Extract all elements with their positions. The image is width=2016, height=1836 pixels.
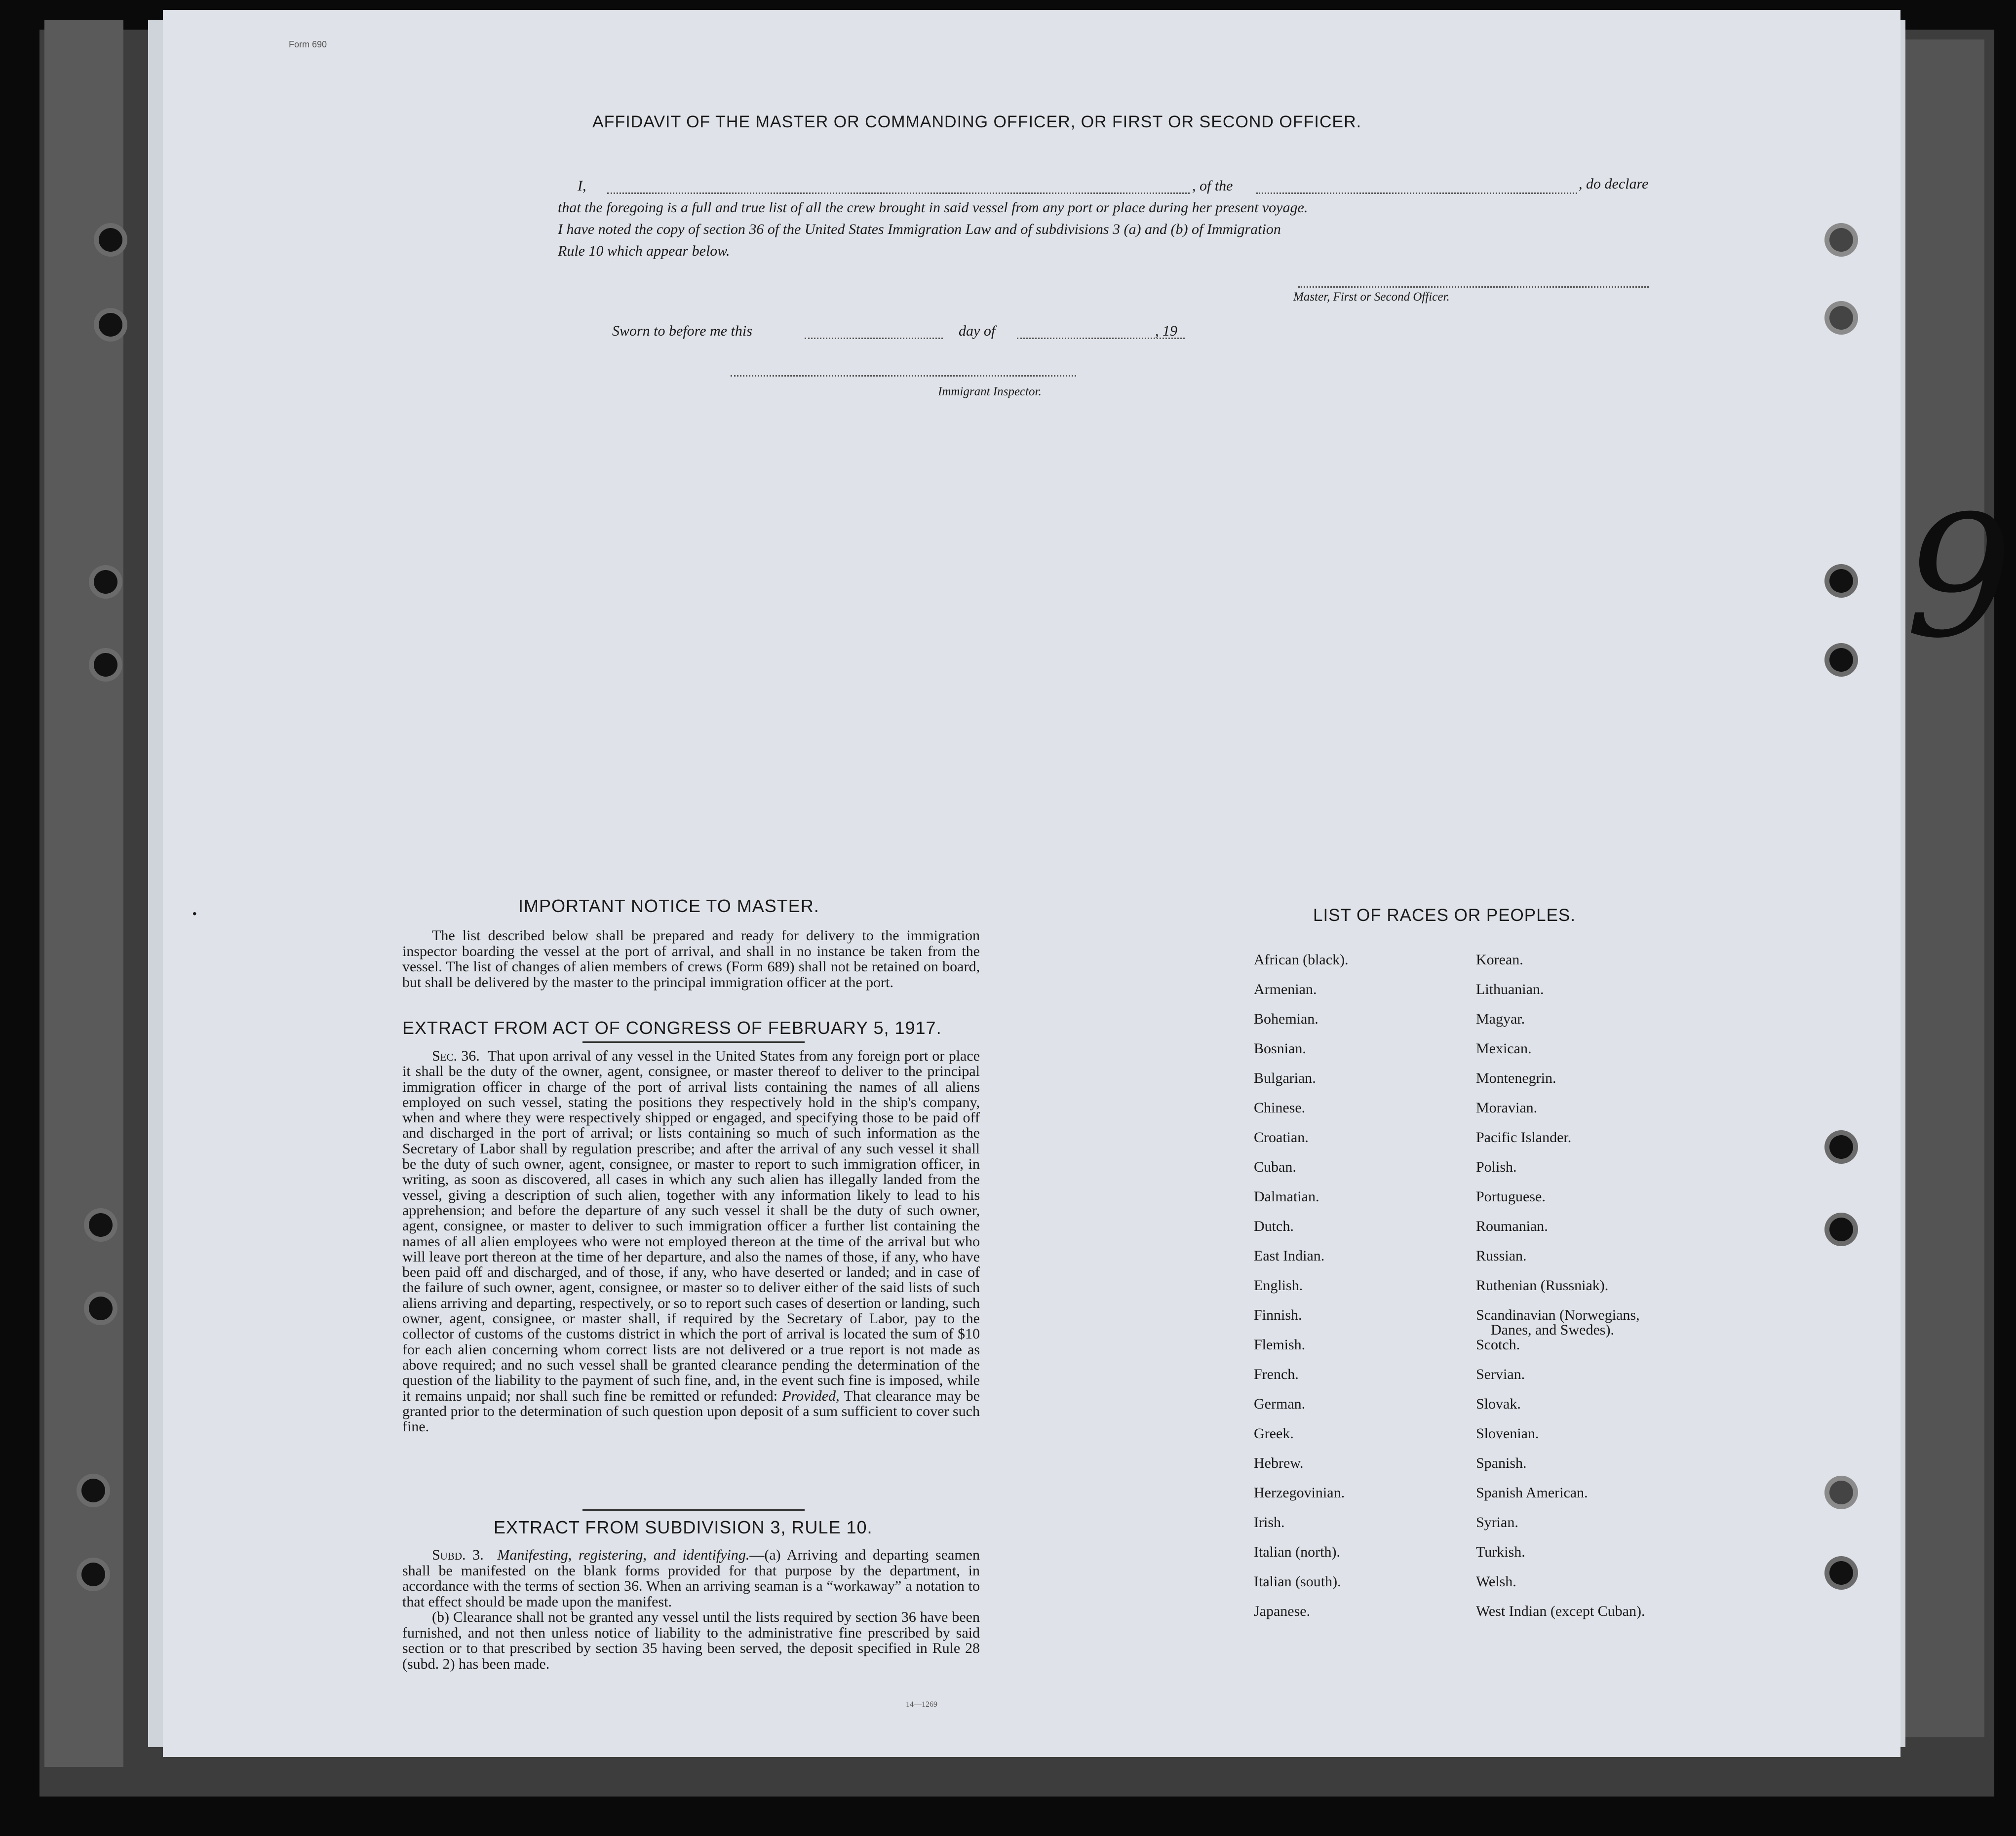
section-36-text: Sec. 36. That upon arrival of any vessel in the United States from any foreign port or place it shall be the duty of the owner, agent, consignee, or master thereof to deliver to the principal immigration officer in charge of the port of arrival lists containing the names of all aliens employed on such vessel, stating the positions they respectively hold in the ship's company, when and where they were respectively shipped or engaged, and specifying those to be paid off and discharged in the port of arrival; or lists containing so much of such information as the Secretary of Labor shall by regulation prescribe; and after the arrival of any such vessel it shall be the duty of such owner, agent, consignee, or master to report to such immigration officer, in writing, as soon as discovered, all cases in which any such alien has illegally landed from the vessel, giving a description of such alien, together with any information likely to lead to his apprehension; and before the departure of any such vessel it shall be the duty of such owner, agent, consignee, or master to deliver to such immigration officer a further list containing the names of all alien employees who were not employed thereon at the time of the arrival but who will leave port thereon at the time of her departure, and also the names of those, if any, who have been paid off and discharged, and of those, if any, who have deserted or landed; and in case of the failure of such owner, agent, consignee, or master so to deliver either of the said lists of such aliens arriving and departing, respectively, or so to report such cases of desertion or landing, such owner, agent, consignee, or master shall, if required by the Secretary of Labor, pay to the collector of customs of the customs district in which the port of arrival is located the sum of $10 for each alien concerning whom correct lists are not delivered or a true report is not made as above required; and no such vessel shall be granted clearance pending the determination of the question of the liability to the payment of such fine, and, in the event such fine is imposed, while it remains unpaid; nor shall such fine be remitted or refunded: Provided, That clearance may be granted prior to the determination of such question upon deposit of a sum sufficient to cover such fine. — [402, 1048, 980, 1435]
race-item: Italian (south). — [1254, 1573, 1341, 1590]
master-signature-label: Master, First or Second Officer. — [1293, 290, 1450, 304]
section-end-rule — [582, 1509, 805, 1511]
affidavit-heading: AFFIDAVIT OF THE MASTER OR COMMANDING OFFICER, OR FIRST OR SECOND OFFICER. — [592, 113, 1362, 131]
binder-hole — [99, 228, 122, 252]
inspector-signature-line — [731, 375, 1076, 377]
race-item: Mexican. — [1476, 1040, 1532, 1057]
binder-strip-right — [1905, 39, 1984, 1737]
race-item: Montenegrin. — [1476, 1070, 1556, 1086]
binder-hole — [94, 653, 117, 677]
name-blank — [607, 192, 1190, 194]
notice-text: The list described below shall be prepared and ready for delivery to the immigration inspector boarding the vessel at the port of arrival, and shall in no instance be taken from the vessel. The list of changes of alien members of crews (Form 689) shall not be retained on board, but shall be delivered by the master to the principal immigration officer at the port. — [402, 927, 980, 991]
rule-extract-heading: EXTRACT FROM SUBDIVISION 3, RULE 10. — [494, 1517, 873, 1537]
race-item: Japanese. — [1254, 1603, 1311, 1619]
race-item: Syrian. — [1476, 1514, 1518, 1530]
race-item: Bulgarian. — [1254, 1070, 1316, 1086]
race-item: Turkish. — [1476, 1544, 1525, 1560]
race-item: Bohemian. — [1254, 1011, 1318, 1027]
race-item: Irish. — [1254, 1514, 1285, 1530]
race-item: Greek. — [1254, 1425, 1294, 1442]
subdivision-3-text: Subd. 3. Manifesting, registering, and identifying.—(a) Arriving and departing seamen shall be manifested on the blank forms provided for that purpose by the department, in accordance with the terms of section 36. When an arriving seaman is a “workaway” a notation to that effect should be made upon the manifest. (b) Clearance shall not be granted any vessel until the lists required by section 36 have been furnished, and not then unless notice of liability to the administrative fine prescribed by said section or to that prescribed by section 35 having been served, the deposit specified in Rule 28 (subd. 2) has been made. — [402, 1547, 980, 1672]
binder-hole — [1829, 648, 1853, 672]
affidavit-i: I, — [578, 178, 586, 194]
race-item: Welsh. — [1476, 1573, 1516, 1590]
race-item: English. — [1254, 1277, 1303, 1294]
race-item: Moravian. — [1476, 1100, 1538, 1116]
binder-hole — [1829, 228, 1853, 252]
race-item: Armenian. — [1254, 981, 1317, 997]
binder-hole — [1829, 569, 1853, 593]
day-of-text: day of — [959, 323, 996, 339]
year-text: , 19 — [1155, 323, 1177, 339]
binder-hole — [99, 313, 122, 337]
race-item: African (black). — [1254, 952, 1349, 968]
race-item: Slovenian. — [1476, 1425, 1539, 1442]
race-item: Spanish American. — [1476, 1485, 1588, 1501]
races-heading: LIST OF RACES OR PEOPLES. — [1313, 906, 1576, 925]
binder-hole — [1829, 1218, 1853, 1241]
race-item: Flemish. — [1254, 1337, 1306, 1353]
binder-hole — [1829, 1561, 1853, 1585]
binder-hole — [1829, 1481, 1853, 1504]
race-item: Finnish. — [1254, 1307, 1302, 1323]
race-item: Herzegovinian. — [1254, 1485, 1345, 1501]
race-item: Scandinavian (Norwegians, — [1476, 1307, 1640, 1323]
print-code: 14—1269 — [906, 1700, 937, 1709]
race-item: Ruthenian (Russniak). — [1476, 1277, 1609, 1294]
sworn-text: Sworn to before me this — [612, 323, 752, 339]
affidavit-line-2: that the foregoing is a full and true list of all the crew brought in said vessel from any port or place during her present voyage. — [558, 199, 1308, 216]
race-item: Danes, and Swedes). — [1491, 1322, 1614, 1338]
binder-hole — [1829, 1135, 1853, 1159]
act-heading-rule — [582, 1041, 805, 1043]
race-item: Roumanian. — [1476, 1218, 1548, 1234]
race-item: Spanish. — [1476, 1455, 1527, 1471]
binder-hole — [81, 1479, 105, 1502]
handwritten-sheet-number: 9 — [1905, 480, 2013, 675]
form-page — [163, 10, 1900, 1757]
inspector-label: Immigrant Inspector. — [938, 385, 1042, 398]
race-item: French. — [1254, 1366, 1299, 1382]
race-item: East Indian. — [1254, 1248, 1325, 1264]
race-item: Scotch. — [1476, 1337, 1520, 1353]
sworn-day-blank — [805, 338, 943, 339]
race-item: Hebrew. — [1254, 1455, 1304, 1471]
race-item: Polish. — [1476, 1159, 1517, 1175]
race-item: Italian (north). — [1254, 1544, 1340, 1560]
affidavit-of-the: , of the — [1192, 178, 1233, 194]
binder-hole — [89, 1297, 113, 1320]
stray-mark: • — [193, 907, 197, 920]
race-item: Dutch. — [1254, 1218, 1294, 1234]
master-signature-line — [1298, 286, 1649, 288]
race-item: Chinese. — [1254, 1100, 1306, 1116]
binder-hole — [1829, 306, 1853, 330]
race-item: Bosnian. — [1254, 1040, 1306, 1057]
race-item: Pacific Islander. — [1476, 1129, 1572, 1146]
act-extract-heading: EXTRACT FROM ACT OF CONGRESS OF FEBRUARY 5, 1917. — [402, 1018, 942, 1038]
race-item: Croatian. — [1254, 1129, 1309, 1146]
section-label: Sec. 36. — [432, 1048, 480, 1064]
race-item: Portuguese. — [1476, 1188, 1546, 1205]
race-item: Korean. — [1476, 952, 1523, 968]
race-item: Russian. — [1476, 1248, 1527, 1264]
race-item: Dalmatian. — [1254, 1188, 1319, 1205]
notice-heading: IMPORTANT NOTICE TO MASTER. — [518, 896, 819, 916]
race-item: Magyar. — [1476, 1011, 1525, 1027]
race-item: West Indian (except Cuban). — [1476, 1603, 1645, 1619]
binder-hole — [94, 570, 117, 594]
race-item: German. — [1254, 1396, 1306, 1412]
race-item: Lithuanian. — [1476, 981, 1544, 997]
vessel-blank — [1256, 192, 1577, 194]
race-item: Cuban. — [1254, 1159, 1296, 1175]
race-item: Slovak. — [1476, 1396, 1521, 1412]
affidavit-line-3: I have noted the copy of section 36 of the United States Immigration Law and of subdivisions 3 (a) and (b) of Immigration — [558, 221, 1281, 237]
affidavit-line-4: Rule 10 which appear below. — [558, 243, 730, 259]
binder-hole — [81, 1563, 105, 1586]
binder-strip-left — [44, 20, 123, 1767]
race-item: Servian. — [1476, 1366, 1525, 1382]
binder-hole — [89, 1213, 113, 1237]
form-number: Form 690 — [289, 39, 327, 49]
affidavit-declare: , do declare — [1579, 176, 1649, 192]
